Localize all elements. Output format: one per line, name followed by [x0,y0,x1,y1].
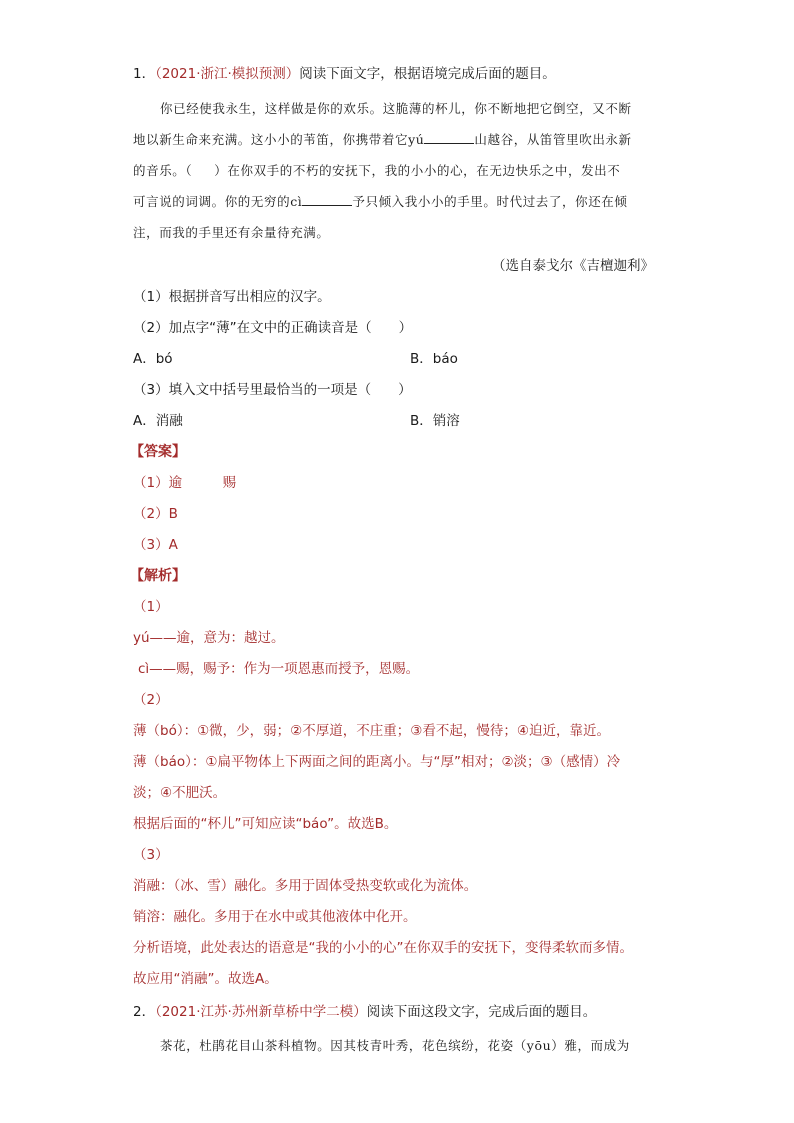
analysis-2-line-c: 根据后面的“杯儿”可知应读“báo”。故选B。 [133,816,398,832]
q1-passage-line-2 [133,130,632,150]
analysis-3-line-b: 销溶：融化。多用于在水中或其他液体中化开。 [133,909,417,925]
analysis-3-num: （3） [133,847,169,863]
analysis-2-line-b1: 薄（báo）：①扁平物体上下两面之间的距离小。与“厚”相对；②淡；③（感情）冷 [133,754,621,770]
q1-header [133,64,556,84]
q1-passage-line-3 [133,161,620,181]
q2-number: 2． [133,1004,156,1020]
pinyin-ci: cì [290,194,303,209]
option-a: A．消融 [133,413,183,429]
passage-text: 山越谷，从笛管里吹出永新 [474,132,632,147]
q2-passage-line-1: 茶花，杜鹃花目山茶科植物。因其枝青叶秀，花色缤纷，花姿（yōu）雅，而成为 [160,1038,630,1053]
q1-number: 1． [133,66,156,82]
passage-text: ）在你双手的不朽的安抚下，我的小小的心，在无边快乐之中，发出不 [214,163,621,178]
analysis-3-line-a: 消融：（冰、雪）融化。多用于固体受热变软或化为流体。 [133,878,478,894]
option-a: A．bó [133,351,173,367]
passage-text: 予只倾入我小小的手里。时代过去了，你还在倾 [352,194,628,209]
fill-blank-2 [302,193,352,206]
analysis-1-num: （1） [133,599,169,615]
q1-source-tag: （2021·浙江·模拟预测） [155,66,300,82]
option-b: B．báo [410,351,458,367]
analysis-2-line-a: 薄（bó）：①微，少，弱；②不厚道，不庄重；③看不起，慢待；④迫近，靠近。 [133,723,610,739]
answer-1: （1）逾 赐 [133,475,237,491]
analysis-3-line-d: 故应用“消融”。故选A。 [133,971,278,987]
q1-credit: （选自泰戈尔《吉檀迦利》 [492,258,654,274]
q1-passage-line-5: 注，而我的手里还有余量待充满。 [133,225,330,240]
q1-passage-line-1: 你已经使我永生，这样做是你的欢乐。这脆薄的杯儿，你不断地把它倒空，又不断 [160,101,632,116]
option-b: B．销溶 [410,413,460,429]
analysis-1-line-b: cì——赐，赐予：作为一项恩惠而授予，恩赐。 [138,661,420,677]
q1-sub3: （3）填入文中括号里最恰当的一项是（ ） [133,382,412,398]
q1-sub2-options [133,349,653,369]
q1-sub2: （2）加点字“薄”在文中的正确读音是（ ） [133,320,413,336]
answer-2: （2）B [133,506,178,522]
q2-header [133,1002,596,1022]
analysis-1-line-a: yú——逾，意为：越过。 [133,630,285,646]
answer-header: 【答案】 [130,444,186,460]
answer-3: （3）A [133,537,178,553]
passage-text: 的音乐。（ [133,163,193,178]
analysis-2-num: （2） [133,692,169,708]
analysis-2-line-b2: 淡；④不肥沃。 [133,785,227,801]
passage-text: 可言说的词调。你的无穷的 [133,194,291,209]
pinyin-yu: yú [408,132,425,147]
q1-passage-line-4 [133,192,628,212]
passage-text: 地以新生命来充满。这小小的苇笛，你携带着它 [133,132,409,147]
q2-source-tag: （2021·江苏·苏州新草桥中学二模） [155,1004,367,1020]
analysis-header: 【解析】 [130,568,186,584]
q1-sub3-options [133,411,653,431]
fill-blank-1 [424,131,474,144]
q1-instruction: 阅读下面文字，根据语境完成后面的题目。 [299,66,556,82]
q2-instruction: 阅读下面这段文字，完成后面的题目。 [366,1004,597,1020]
q1-sub1: （1）根据拼音写出相应的汉字。 [133,289,331,305]
analysis-3-line-c: 分析语境，此处表达的语意是“我的小小的心”在你双手的安抚下，变得柔软而多情。 [133,940,633,956]
